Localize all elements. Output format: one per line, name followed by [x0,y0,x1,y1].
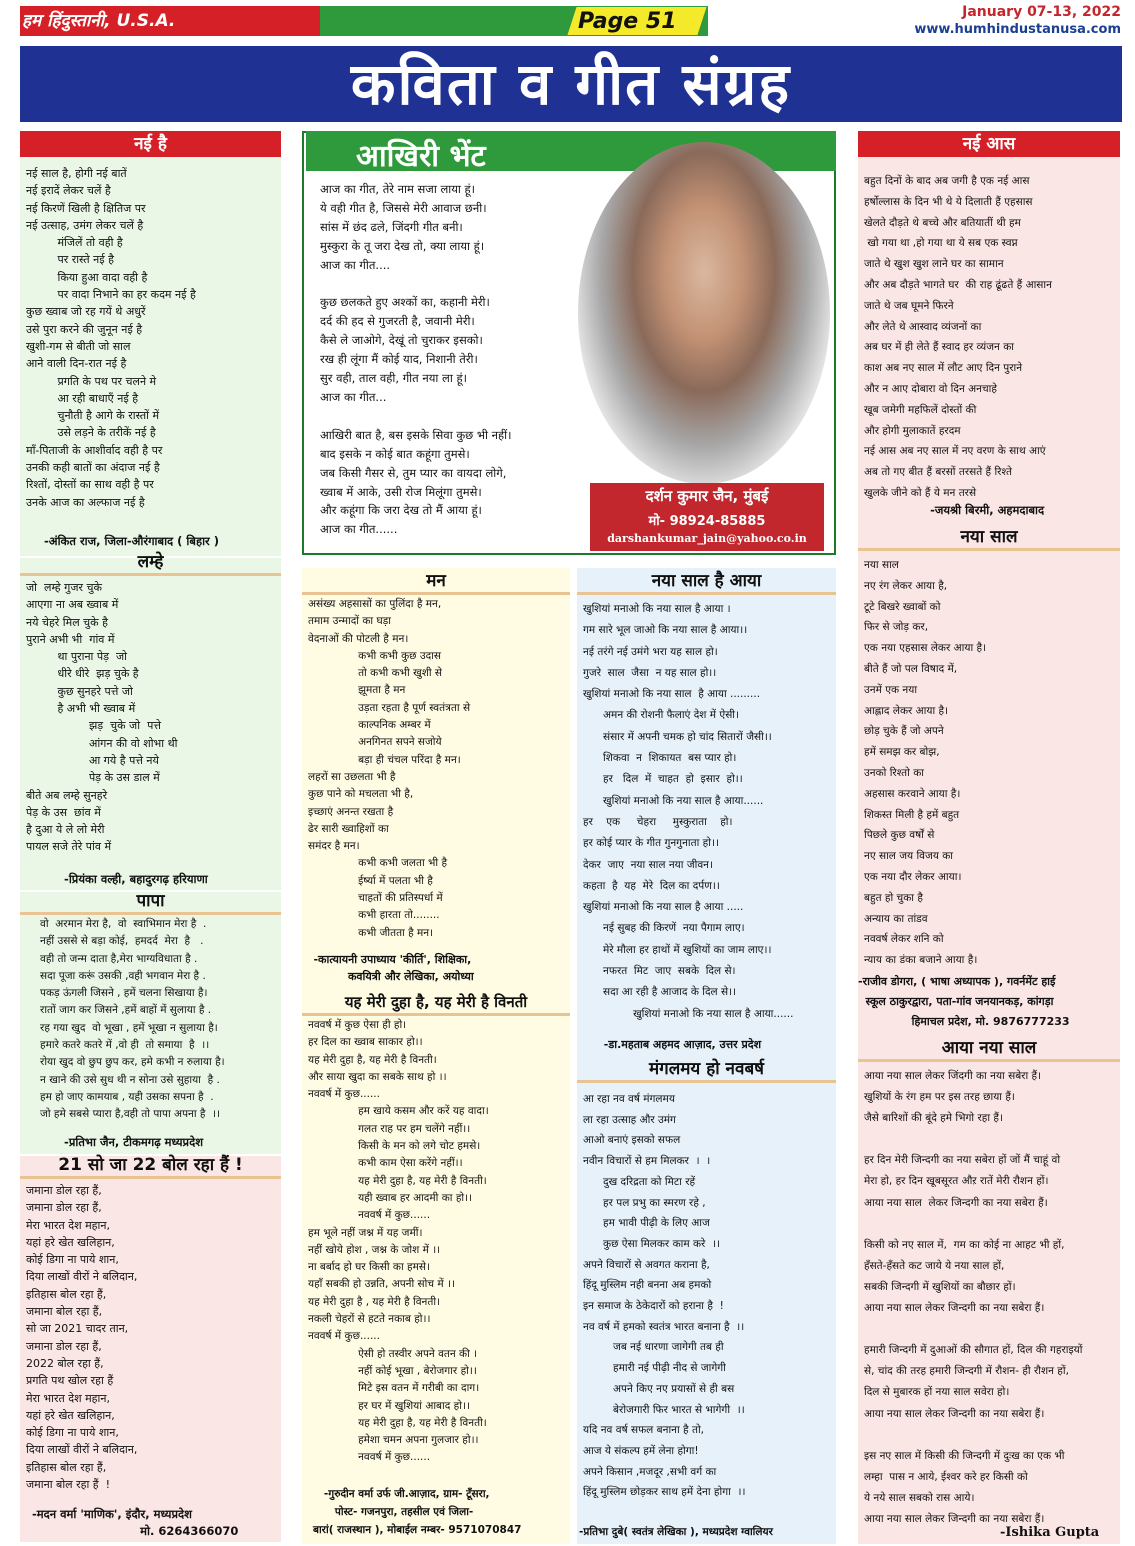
poem-credit-bol-raha: -मदन वर्मा 'माणिक', इंदौर, मध्यप्रदेश मो. 6264366070 [32,1507,239,1538]
page-number: Page 51 [578,9,677,34]
poem-mangalmay: आ रहा नव वर्ष मंगलमय ला रहा उत्साह और उमंग आओ बनाएं इसको सफल नवीन विचारों से हम मिलकर । । दुख दरिद्रता को मिटा रहें हर पल प्रभु का स्मरण रहे , हम भावी पीढ़ी के लिए आज कुछ ऐसा मिलकर काम करे ।। अपने विचारों से अवगत कराना है, हिंदू मुस्लिम नही बनना अब हमको इन समाज के ठेकेदारों को हराना है ! नव वर्ष में हमको स्वतंत्र भारत बनाना है ।। जब नई धारणा जागेगी तब ही हमारी नई पीढ़ी नीद से जागेगी अपने किए नए प्रयासों से ही बस बेरोजगारी फिर भारत से भागेगी ।। यदि नव वर्ष सफल बनाना है तो, आज ये संकल्प हमें लेना होगा! अपने किसान ,मजदूर ,सभी वर्ग का हिंदू मुस्लिम छोड़कर साथ हमें देना होगा ।। [583,1093,746,1499]
poem-credit-nai-aas: -जयश्री बिरमी, अहमदाबाद [858,503,1045,517]
poem-credit-mangalmay: -प्रतिभा दुबे( स्वतंत्र लेखिका ), मध्यप्रदेश ग्वालियर [579,1526,773,1538]
poem-credit-nai-hai: -अंकित राज, जिला-औरंगाबाद ( बिहार ) [20,534,220,548]
poem-title-man: मन [302,570,570,595]
poet-name: दर्शन कुमार जैन, मुंबई [645,487,769,505]
poem-nai-aas: बहुत दिनों के बाद अब जगी है एक नई आस हर्षोल्लास के दिन भी थे ये दिलाती हैं एहसास खेलते दौड़ते थे बच्चे और बतियातीं थी हम खो गया था ,हो गया था ये सब एक स्वप्न जाते थे खुश खुश लाने घर का सामान और अब दौड़ते भागते घर की राह ढूंढते हैं आसान जाते थे जब घूमने फिरने और लेते थे आस्वाद व्यंजनों का अब घर में ही लेते हैं स्वाद हर व्यंजन का काश अब नए साल में लौट आए दिन पुराने और न आए दोबारा वो दिन अनचाहे खूब जमेगी महफिलें दोस्तों की और होगी मुलाकातें हरदम नई आस अब नए साल में नए वरण के साथ आएं अब तो गए बीत हैं बरसों तरसते हैं रिश्ते खुलके जीने को हैं ये मन तरसे [864,175,1052,499]
poem-credit-naya-aaya: -डा.महताब अहमद आज़ाद, उत्तर प्रदेश [577,1038,762,1051]
feature-title: आखिरी भेंट [356,139,486,174]
poem-lamhe: जो लम्हे गुजर चुके आएगा ना अब ख्वाब में नये चेहरे मिल चुके है पुराने अभी भी गांव में था पुराना पेड़ जो धीरे धीरे झड़ चुके है कुछ सुनहरे पत्ते जो है अभी भी ख्वाब में झड़ चुके जो पत्ते आंगन की वो शोभा थी आ गये है पत्ते नये पेड़ के उस डाल में बीते अब लम्हे सुनहरे पेड़ के उस छांव में है दुआ ये ले लो मेरी पायल सजे तेरे पांव में [26,581,178,854]
poem-title-nai-aas: नई आस [858,131,1120,157]
poem-papa: वो अरमान मेरा है, वो स्वाभिमान मेरा है . नहीं उससे से बड़ा कोई, हमदर्द मेरा है . वही तो जन्म दाता है,मेरा भाग्यविधाता है . सदा पूजा करूं उसकी ,वही भगवान मेरा है . पकड़ ऊंगली जिसने , हमें चलना सिखाया है। रातों जाग कर जिसने ,हमें बाहों में सुलाया है . रह गया खुद वो भूखा , हमें भूखा न सुलाया है। हमारे कतरे कतरे में ,वो ही तो समाया है ।। रोया खुद वो छुप छुप कर, हमे कभी न रुलाया है। न खाने की उसे सुध थी न सोना उसे सुहाया है . हम हो जाए कामयाब , यही उसका सपना है . जो हमे सबसे प्यारा है,वही तो पापा अपना है ।। [40,918,225,1121]
poem-title-nai-hai: नई है [20,131,281,157]
poem-naya-saal: नया साल नए रंग लेकर आया है, टूटे बिखरे ख्वाबों को फिर से जोड़ कर, एक नया एहसास लेकर आया है। बीते हैं जो पल विषाद में, उनमें एक नया आह्लाद लेकर आया है। छोड़ चुके हैं जो अपने हमें समझ कर बोझ, उनको रिश्तो का अहसास करवाने आया है। शिकस्त मिली है हमें बहुत पिछले कुछ वर्षों से नए साल जय विजय का एक नया दौर लेकर आया। बहुत हो चुका है अन्याय का तांडव नववर्ष लेकर शनि को न्याय का डंका बजाने आया है। [864,559,987,967]
paper-name: हम हिंदुस्तानी, U.S.A. [22,11,176,31]
poem-title-duha: यह मेरी दुहा है, यह मेरी है विनती [302,991,570,1016]
poem-title-bol-raha: 21 सो जा 22 बोल रहा हैं ! [20,1154,281,1179]
poet-photo [578,142,830,484]
site-url[interactable]: www.humhindustanusa.com [914,22,1121,37]
poem-nai-hai: नई साल है, होगी नई बातें नई इरादें लेकर चलें है नई किरणें खिली है क्षितिज पर नई उत्साह, उमंग लेकर चलें है मंजिलें तो वही है पर रास्ते नई है किया हुआ वादा वही है पर वादा निभाने का हर कदम नई है कुछ ख्वाब जो रह गयें थे अधुरें उसे पुरा करने की जुनून नई है खुशी-गम से बीती जो साल आने वाली दिन-रात नई है प्रगति के पथ पर चलने मे आ रही बाधाएँ नई है चुनौती है आगे के रास्तों में उसे लड़ने के तरीकें नई है माँ-पिताजी के आशीर्वाद वही है पर उनकी कही बातों का अंदाज नई है रिश्तों, दोस्तों का साथ वही है पर उनके आज का अल्फाज नई है [26,167,196,509]
poem-naya-aaya: खुशियां मनाओ कि नया साल है आया । गम सारे भूल जाओ कि नया साल है आया।। नई तरंगे नई उमंगे भरा यह साल हो। गुजरे साल जैसा न यह साल हो।। खुशियां मनाओ कि नया साल है आया ......... अमन की रोशनी फैलाएं देश में ऐसी। संसार में अपनी चमक हो चांद सितारों जैसी।। शिकवा न शिकायत बस प्यार हो। हर दिल में चाहत हो इसार हो।। खुशियां मनाओ कि नया साल है आया...... हर एक चेहरा मुस्कुराता हो। हर कोई प्यार के गीत गुनगुनाता हो।। देकर जाए नया साल नया जीवन। कहता है यह मेरे दिल का दर्पण।। खुशियां मनाओ कि नया साल है आया ..... नई सुबह की किरणें नया पैगाम लाए। मेरे मौला हर हाथों में खुशियों का जाम लाए।। नफरत मिट जाए सबके दिल से। सदा आ रही है आजाद के दिल से।। खुशियां मनाओ कि नया साल है आया...... [583,603,794,1020]
section-title: कविता व गीत संग्रह [350,50,792,118]
poem-title-mangalmay: मंगलमय हो नवबर्ष [577,1058,836,1083]
poem-bol-raha: जमाना डोल रहा हैं, जमाना डोल रहा हैं, मेरा भारत देश महान, यहां हरे खेत खलिहान, कोई डिगा ना पाये शान, दिया लाखों वीरों ने बलिदान, इतिहास बोल रहा हैं, जमाना बोल रहा हैं, सो जा 2021 चादर तान, जमाना डोल रहा हैं, 2022 बोल रहा हैं, प्रगति पथ खोल रहा हैं मेरा भारत देश महान, यहां हरे खेत खलिहान, कोई डिगा ना पाये शान, दिया लाखों वीरों ने बलिदान, इतिहास बोल रहा हैं, जमाना बोल रहा हैं ! [26,1184,138,1492]
poet-email[interactable]: darshankumar_jain@yahoo.co.in [607,532,807,545]
poem-credit-man: -कात्यायनी उपाध्याय 'कीर्ति', शिक्षिका, कवयित्री और लेखिका, अयोध्या [313,953,474,983]
poem-title-papa: पापा [20,890,281,915]
poem-aaya-naya: आया नया साल लेकर जिंदगी का नया सबेरा हैं। खुशियों के रंग हम पर इस तरह छाया हैं। जैसे बारिशों की बूंदे हमे भिगो रहा हैं। हर दिन मेरी जिन्दगी का नया सबेरा हों जों मैं चाहूं वो मेरा हो, हर दिन खूबसूरत औऱ रातें मेरी रौशन हों। आया नया साल लेकर जिन्दगी का नया सबेरा हैं। किसी को नए साल में, गम का कोई ना आहट भी हों, हँसते-हँसते कट जाये ये नया साल हों, सबकी जिन्दगी में खुशियों का बौछार हों। आया नया साल लेकर जिन्दगी का नया सबेरा हैं। हमारी जिन्दगी में दुआओं की सौगात हों, दिल की गहराइयों से, चांद की तरह हमारी जिन्दगी में रौशन- ही रौशन हों, दिल से मुबारक हों नया साल सवेरा हो। आया नया साल लेकर जिन्दगी का नया सबेरा हैं। इस नए साल में किसी की जिन्दगी में दुःख का एक भी लम्हा पास न आये, ईश्वर करे हर किसी को ये नये साल सबको रास आये। आया नया साल लेकर जिन्दगी का नया सबेरा हैं। [864,1070,1083,1525]
poem-title-aaya-naya: आया नया साल [858,1037,1120,1062]
poem-credit-lamhe: -प्रियंका वल्ही, बहादुरगढ़ हरियाणा [20,872,208,886]
poem-title-naya-aaya: नया साल है आया [577,570,836,595]
poem-man: असंख्य अहसासों का पुलिंदा है मन, तमाम उन्मादों का घड़ा वेदनाओं की पोटली है मन। कभी कभी कुछ उदास तो कभी कभी खुशी से झूमता है मन उड़ता रहता है पूर्ण स्वतंत्रता से काल्पनिक अम्बर में अनगिनत सपने सजोये बड़ा ही चंचल परिंदा है मन। लहरों सा उछलता भी है कुछ पाने को मचलता भी है, इच्छाएं अनन्त रखता है ढेर सारी ख्वाहिशों का समंदर है मन। कभी कभी जलता भी है ईर्ष्या में पलता भी है चाहतों की प्रतिस्पर्धा में कभी हारता तो........ कभी जीतता है मन। [308,598,471,939]
poem-credit-duha: -गुरुदीन वर्मा उर्फ जी.आज़ाद, ग्राम- टूँसरा, पोस्ट- गजनपुरा, तहसील एवं जिला- बारां( राजस्थान ), मोबाईल नम्बर- 9571070847 [312,1488,522,1536]
poem-title-lamhe: लम्हे [20,551,281,576]
poem-title-naya-saal: नया साल [858,526,1120,551]
poem-duha: नववर्ष में कुछ ऐसा ही हो। हर दिल का ख्वाब साकार हो।। यह मेरी दुहा है, यह मेरी है विनती। और साया खुदा का सबके साथ हो ।। नववर्ष में कुछ...... हम खाये कसम और करें यह वादा। गलत राह पर हम चलेंगे नहीं।। किसी के मन को लगे चोट हमसे। कभी काम ऐसा करेंगे नहीं।। यह मेरी दुहा है, यह मेरी है विनती। यही ख्वाब हर आदमी का हो।। नववर्ष में कुछ...... हम भूले नहीं जश्न में यह जमीं। नहीं खोये होश , जश्न के जोश में ।। ना बर्बाद हो घर किसी का हमसे। यहाँ सबकी हो उन्नति, अपनी सोच में ।। यह मेरी दुहा है , यह मेरी है विनती। नकली चेहरों से हटते नकाब हो।। नववर्ष में कुछ...... ऐसी हो तस्वीर अपने वतन की । नहीं कोई भूखा , बेरोजगार हो।। मिटे इस वतन में गरीबी का दाग। हर घर में खुशियां आबाद हो।। यह मेरी दुहा है, यह मेरी है विनती। हमेशा चमन अपना गुलजार हो।। नववर्ष में कुछ...... [308,1019,489,1464]
poem-akhiri-bhent: आज का गीत, तेरे नाम सजा लाया हूं। ये वही गीत है, जिससे मेरी आवाज छनी। सांस में छंद ढले, जिंदगी गीत बनी। मुस्कुरा के तू जरा देख तो, क्या लाया हूं। आज का गीत.... कुछ छलकते हुए अश्कों का, कहानी मेरी। दर्द की हद से गुजरती है, जवानी मेरी। कैसे ले जाओगे, देखूं तो चुराकर इसको। रख ही लूंगा मैं कोई याद, निशानी तेरी। सुर वही, ताल वही, गीत नया ला हूं। आज का गीत... आखिरी बात है, बस इसके सिवा कुछ भी नहीं। बाद इसके न कोई बात कहूंगा तुमसे। जब किसी गैसर से, तुम प्यार का वायदा लोगे, ख्वाब में आके, उसी रोज मिलूंगा तुमसे। और कहूंगा कि जरा देख तो मैं आया हूं। आज का गीत...... [320,182,512,537]
poem-credit-aaya-naya: -Ishika Gupta [1000,1525,1100,1540]
poem-credit-papa: -प्रतिभा जैन, टीकमगढ़ मध्यप्रदेश [20,1135,204,1149]
issue-date: January 07-13, 2022 [962,4,1121,20]
poet-phone: मो- 98924-85885 [648,514,766,529]
poem-credit-naya-saal: -राजीव डोगरा, ( भाषा अध्यापक ), गवर्नमेंट हाई स्कूल ठाकुरद्वारा, पता-गांव जनयानकड़, कांगड़ा हिमाचल प्रदेश, मो. 9876777233 [858,975,1070,1028]
